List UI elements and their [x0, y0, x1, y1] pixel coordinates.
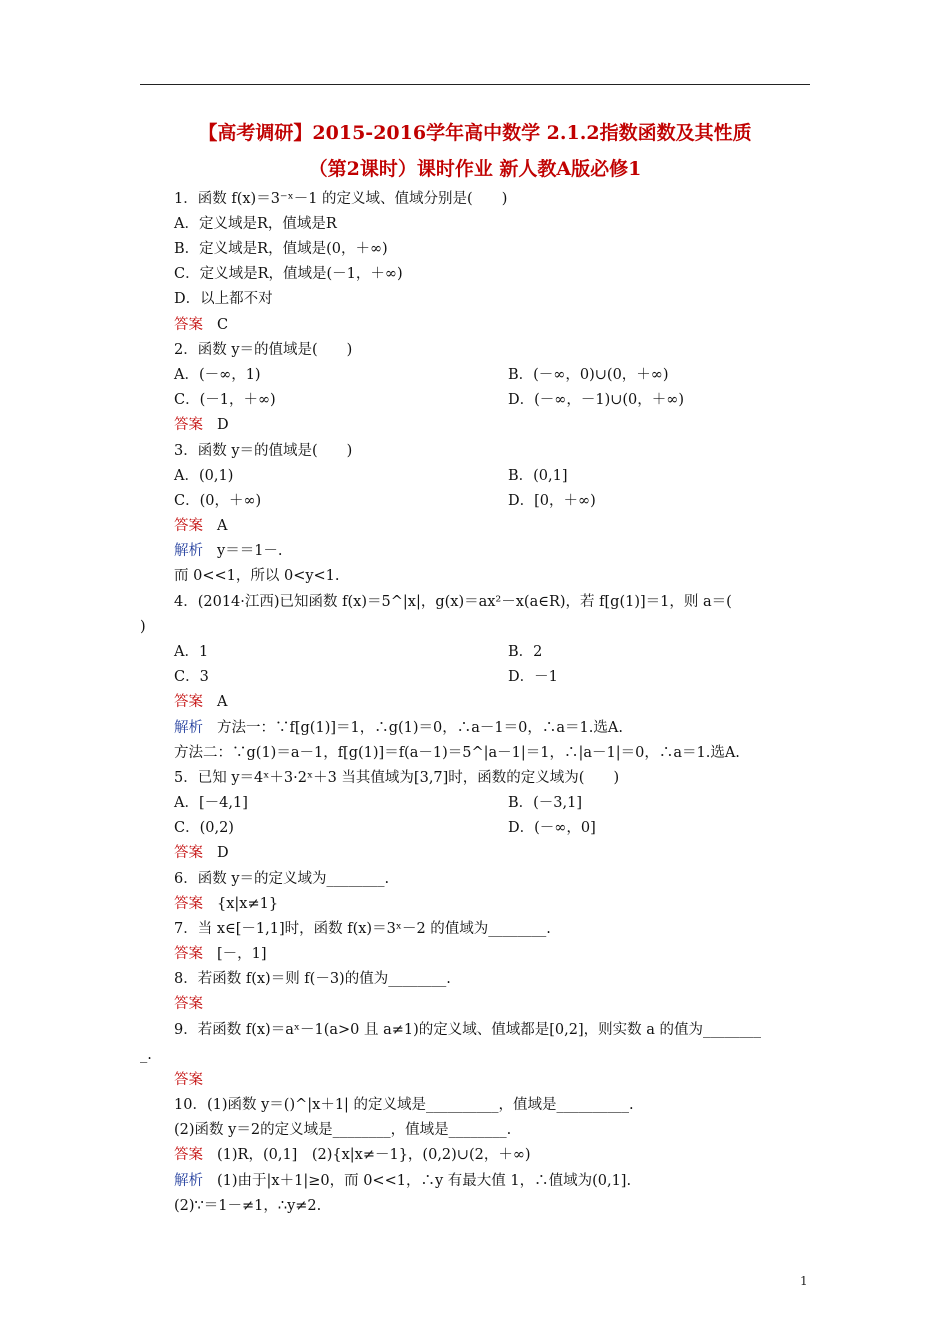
q4-option-b: B．2	[508, 644, 543, 660]
q1-option-c: C．定义域是R，值域是(－1，＋∞)	[174, 266, 403, 282]
doc-title-line1: 【高考调研】2015-2016学年高中数学 2.1.2指数函数及其性质	[198, 122, 752, 144]
q5-option-a: A．[－4,1]	[174, 795, 248, 811]
q2-answer	[174, 415, 229, 435]
q4-answer	[174, 692, 227, 712]
q2-option-b: B．(－∞，0)∪(0，＋∞)	[508, 367, 669, 383]
q3-explanation-2: 而 0<<1，所以 0<y<1.	[174, 568, 340, 584]
q8-stem: 8．若函数 f(x)＝则 f(－3)的值为________.	[174, 971, 451, 987]
answer-label: 答案	[174, 996, 203, 1012]
q3-option-c: C．(0，＋∞)	[174, 493, 262, 509]
top-rule	[140, 84, 810, 85]
q5-answer	[174, 843, 229, 863]
q2-option-c: C．(－1，＋∞)	[174, 392, 276, 408]
explanation-text: (1)由于|x＋1|≥0，而 0<<1，∴y 有最大值 1，∴值域为(0,1].	[217, 1173, 632, 1189]
q9-stem: 9．若函数 f(x)＝aˣ－1(a>0 且 a≠1)的定义域、值域都是[0,2]，则实数 a 的值为________	[174, 1022, 762, 1038]
q10-stem-2: (2)函数 y＝2的定义域是________，值域是________.	[174, 1122, 512, 1138]
answer-label: 答案	[174, 417, 203, 433]
explanation-text: y＝＝1－.	[217, 543, 283, 559]
answer-value: D	[217, 845, 229, 861]
answer-label: 答案	[174, 1072, 203, 1088]
q2-option-d: D．(－∞，－1)∪(0，＋∞)	[508, 392, 685, 408]
q7-answer	[174, 944, 267, 964]
q3-option-d: D．[0，＋∞)	[508, 493, 596, 509]
q7-stem: 7．当 x∈[－1,1]时，函数 f(x)＝3ˣ－2 的值域为________.	[174, 921, 551, 937]
q10-stem: 10．(1)函数 y＝()^|x＋1| 的定义域是__________，值域是__________.	[174, 1097, 634, 1113]
q6-stem: 6．函数 y＝的定义域为________.	[174, 871, 390, 887]
q8-answer	[174, 994, 217, 1014]
q4-stem-end: )	[140, 619, 146, 635]
answer-label: 答案	[174, 946, 203, 962]
answer-label: 答案	[174, 317, 203, 333]
answer-label: 答案	[174, 845, 203, 861]
q10-answer	[174, 1145, 531, 1165]
q3-stem: 3．函数 y＝的值域是( )	[174, 443, 353, 459]
answer-value: (1)R，(0,1] (2){x|x≠－1}，(0,2)∪(2，＋∞)	[217, 1147, 531, 1163]
answer-value: [－，1]	[217, 946, 267, 962]
q2-option-a: A．(－∞，1)	[174, 367, 261, 383]
q4-option-c: C．3	[174, 669, 209, 685]
q3-explanation	[174, 541, 283, 561]
q4-option-a: A．1	[174, 644, 209, 660]
answer-value: C	[217, 317, 229, 333]
q1-option-d: D．以上都不对	[174, 291, 273, 307]
explanation-text: 方法一：∵f[g(1)]＝1，∴g(1)＝0，∴a－1＝0，∴a＝1.选A.	[217, 720, 623, 736]
q9-answer	[174, 1070, 217, 1090]
q5-stem: 5．已知 y＝4ˣ＋3·2ˣ＋3 当其值域为[3,7]时，函数的定义域为( )	[174, 770, 620, 786]
q4-explanation	[174, 718, 623, 738]
doc-title-line2: （第2课时）课时作业 新人教A版必修1	[308, 158, 642, 180]
q4-stem: 4．(2014·江西)已知函数 f(x)＝5^|x|，g(x)＝ax²－x(a∈R)，若 f[g(1)]＝1，则 a＝(	[174, 594, 732, 610]
q1-stem: 1．函数 f(x)＝3⁻ˣ－1 的定义域、值域分别是( )	[174, 191, 508, 207]
q9-stem-end: _.	[140, 1047, 152, 1063]
answer-label: 答案	[174, 896, 203, 912]
q1-option-b: B．定义域是R，值域是(0，＋∞)	[174, 241, 388, 257]
answer-value: D	[217, 417, 229, 433]
q5-option-b: B．(－3,1]	[508, 795, 583, 811]
q4-option-d: D．－1	[508, 669, 558, 685]
answer-value: A	[217, 518, 228, 534]
answer-label: 答案	[174, 518, 203, 534]
q1-option-a: A．定义域是R，值域是R	[174, 216, 337, 232]
q2-stem: 2．函数 y＝的值域是( )	[174, 342, 353, 358]
page-number: 1	[800, 1274, 808, 1288]
answer-value: A	[217, 694, 228, 710]
explanation-label: 解析	[174, 543, 203, 559]
q3-answer	[174, 516, 227, 536]
q5-option-c: C．(0,2)	[174, 820, 234, 836]
answer-label: 答案	[174, 694, 203, 710]
q4-explanation-2: 方法二：∵g(1)＝a－1，f[g(1)]＝f(a－1)＝5^|a－1|＝1，∴|a－1|＝0，∴a＝1.选A.	[174, 745, 740, 761]
q3-option-a: A．(0,1)	[174, 468, 234, 484]
answer-value: {x|x≠1}	[217, 896, 279, 912]
answer-label: 答案	[174, 1147, 203, 1163]
q1-answer	[174, 315, 228, 335]
q10-explanation	[174, 1171, 631, 1191]
q6-answer	[174, 894, 278, 914]
q3-option-b: B．(0,1]	[508, 468, 568, 484]
explanation-label: 解析	[174, 1173, 203, 1189]
q5-option-d: D．(－∞，0]	[508, 820, 596, 836]
explanation-label: 解析	[174, 720, 203, 736]
q10-explanation-2: (2)∵＝1－≠1，∴y≠2.	[174, 1198, 322, 1214]
